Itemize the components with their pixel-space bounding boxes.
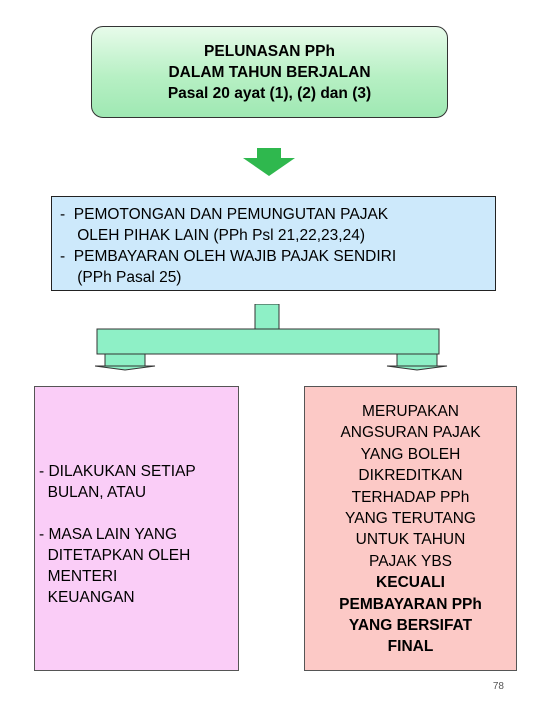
right-line-7: UNTUK TAHUN bbox=[355, 531, 466, 549]
left-line-3: - MASA LAIN YANG bbox=[39, 526, 178, 543]
connector-stem bbox=[255, 304, 279, 329]
right-line-5: TERHADAP PPh bbox=[351, 488, 470, 506]
connector-right-leg bbox=[397, 354, 437, 366]
info-line-2: OLEH PIHAK LAIN (PPh Psl 21,22,23,24) bbox=[60, 227, 365, 244]
timing-box bbox=[34, 386, 239, 671]
left-line-4: DITETAPKAN OLEH bbox=[39, 547, 191, 564]
title-line-3: Pasal 20 ayat (1), (2) dan (3) bbox=[167, 84, 372, 102]
left-line-6: KEUANGAN bbox=[39, 589, 135, 606]
right-bold-line-3: YANG BERSIFAT bbox=[348, 617, 473, 635]
info-line-1: - PEMOTONGAN DAN PEMUNGUTAN PAJAK bbox=[60, 206, 389, 223]
info-line-3: - PEMBAYARAN OLEH WAJIB PAJAK SENDIRI bbox=[60, 248, 397, 265]
installment-box bbox=[304, 386, 517, 671]
left-arrow-head bbox=[95, 366, 155, 370]
info-line-4: (PPh Pasal 25) bbox=[60, 269, 182, 286]
down-arrow-icon bbox=[243, 148, 295, 176]
payment-methods-box bbox=[51, 196, 496, 291]
title-line-2: DALAM TAHUN BERJALAN bbox=[168, 63, 371, 81]
right-line-3: YANG BOLEH bbox=[360, 445, 461, 463]
right-bold-line-2: PEMBAYARAN PPh bbox=[339, 595, 482, 613]
connector-left-leg bbox=[105, 354, 145, 366]
right-line-2: ANGSURAN PAJAK bbox=[340, 424, 481, 442]
title-line-1: PELUNASAN PPh bbox=[204, 42, 335, 60]
right-bold-line-1: KECUALI bbox=[376, 574, 445, 592]
right-line-8: PAJAK YBS bbox=[369, 552, 452, 570]
left-line-1: - DILAKUKAN SETIAP bbox=[39, 463, 196, 480]
right-line-6: YANG TERUTANG bbox=[345, 510, 476, 528]
branch-connector bbox=[95, 304, 465, 372]
connector-bar bbox=[97, 329, 439, 354]
right-bold-line-4: FINAL bbox=[387, 638, 434, 656]
left-line-5: MENTERI bbox=[39, 568, 118, 585]
left-line-2: BULAN, ATAU bbox=[39, 484, 147, 501]
right-line-1: MERUPAKAN bbox=[361, 403, 460, 420]
left-spacer bbox=[39, 503, 234, 524]
right-arrow-head bbox=[387, 366, 447, 370]
right-line-4: DIKREDITKAN bbox=[358, 467, 463, 485]
title-box bbox=[91, 26, 448, 118]
page-number: 78 bbox=[492, 681, 504, 692]
